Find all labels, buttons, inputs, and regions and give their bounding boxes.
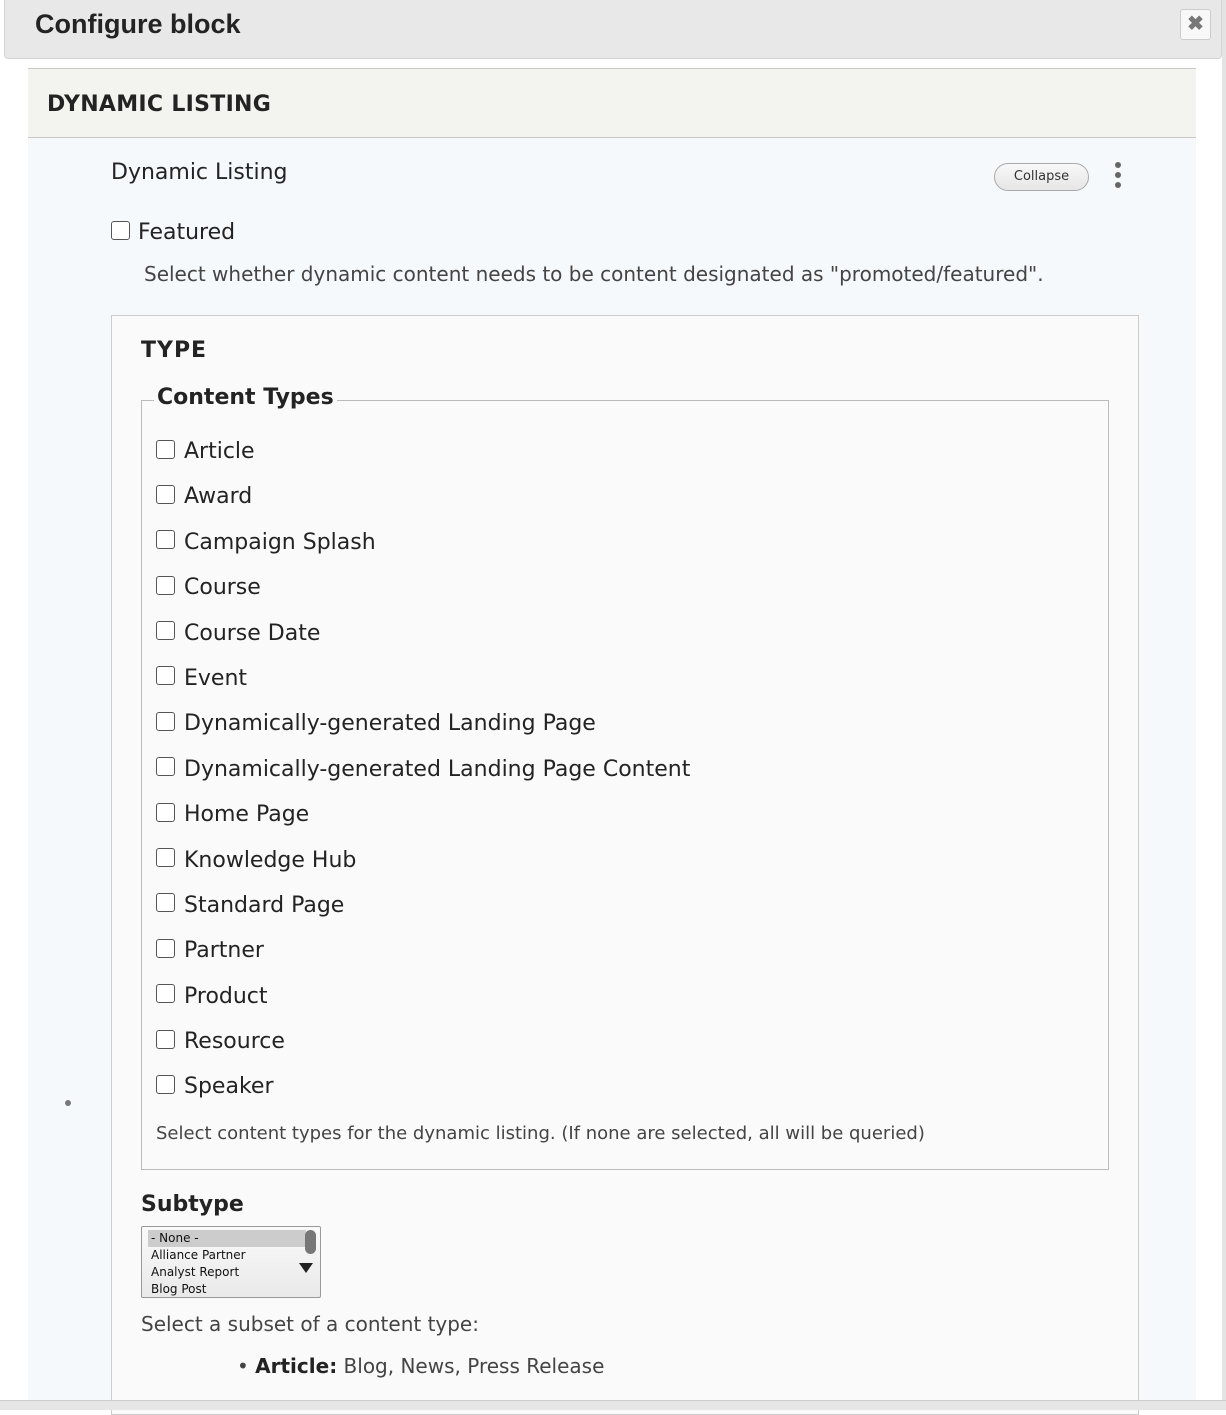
content-type-label: Course Date (184, 620, 321, 646)
content-type-checkbox[interactable] (156, 484, 690, 529)
checkbox[interactable] (156, 1075, 175, 1094)
content-type-checkbox[interactable] (156, 530, 690, 575)
content-type-checkbox[interactable] (156, 984, 690, 1029)
type-fieldset (111, 315, 1139, 1415)
checkbox[interactable] (156, 893, 175, 912)
content-type-label: Article (184, 439, 255, 464)
content-type-checkbox[interactable] (156, 848, 690, 893)
content-type-label: Speaker (184, 1074, 274, 1100)
checkbox[interactable] (156, 848, 175, 867)
featured-label: Featured (138, 220, 236, 245)
content-types-help: Select content types for the dynamic listing. (If none are selected, all will be queried) (156, 1123, 925, 1144)
checkbox[interactable] (156, 984, 175, 1003)
content-type-label: Partner (184, 938, 264, 964)
checkbox[interactable] (156, 440, 175, 459)
collapse-button[interactable]: Collapse (994, 163, 1089, 191)
checkbox[interactable] (156, 803, 175, 822)
content-type-label: Event (184, 665, 248, 691)
subtype-option[interactable]: Blog Post (151, 1282, 207, 1296)
content-type-label: Campaign Splash (184, 529, 376, 555)
content-types-list (156, 439, 690, 1120)
content-type-label: Standard Page (184, 892, 345, 918)
checkbox[interactable] (156, 1030, 175, 1049)
checkbox[interactable] (156, 712, 175, 731)
content-types-fieldset (141, 385, 1109, 1170)
checkbox[interactable] (156, 576, 175, 595)
content-type-checkbox[interactable] (156, 802, 690, 847)
content-type-label: Product (184, 983, 268, 1009)
content-type-checkbox[interactable] (156, 439, 690, 484)
scrollbar[interactable] (1222, 0, 1226, 1410)
checkbox[interactable] (156, 530, 175, 549)
bullet-term: Article: (255, 1354, 338, 1378)
select-scrollbar-thumb[interactable] (305, 1230, 316, 1254)
content-type-label: Home Page (184, 802, 310, 828)
checkbox[interactable] (156, 757, 175, 776)
checkbox[interactable] (156, 621, 175, 640)
dialog-title: Configure block (35, 9, 241, 39)
content-type-checkbox[interactable] (156, 575, 690, 620)
content-type-label: Dynamically-generated Landing Page (184, 711, 596, 737)
drag-handle-dot-icon[interactable] (65, 1100, 71, 1106)
featured-checkbox[interactable] (111, 220, 235, 245)
horizontal-scrollbar[interactable] (0, 1400, 1226, 1410)
checkbox[interactable] (111, 221, 130, 240)
section-heading: DYNAMIC LISTING (47, 92, 272, 117)
subtype-option[interactable]: Alliance Partner (151, 1248, 246, 1262)
content-type-label: Knowledge Hub (184, 847, 357, 873)
subtype-select[interactable] (141, 1226, 321, 1298)
scroll-down-arrow-icon[interactable] (299, 1263, 313, 1273)
subtype-label: Subtype (141, 1192, 244, 1217)
content-type-checkbox[interactable] (156, 1029, 690, 1074)
content-type-label: Award (184, 484, 253, 510)
subtype-option[interactable]: Analyst Report (151, 1265, 240, 1279)
type-heading: TYPE (141, 338, 208, 363)
content-type-checkbox[interactable] (156, 621, 690, 666)
paragraph-name: Dynamic Listing (111, 160, 288, 185)
subtype-help: Select a subset of a content type: (141, 1312, 479, 1336)
content-type-checkbox[interactable] (156, 893, 690, 938)
dialog-titlebar (4, 0, 1222, 59)
close-button[interactable]: ✖ (1180, 9, 1211, 40)
section-header (28, 68, 1196, 138)
content-type-label: Resource (184, 1029, 285, 1055)
featured-description: Select whether dynamic content needs to be content designated as "promoted/featured". (144, 262, 1044, 286)
content-types-legend: Content Types (154, 385, 337, 410)
content-type-label: Dynamically-generated Landing Page Content (184, 756, 691, 782)
content-type-checkbox[interactable] (156, 938, 690, 983)
checkbox[interactable] (156, 666, 175, 685)
checkbox[interactable] (156, 485, 175, 504)
content-type-checkbox[interactable] (156, 711, 690, 756)
content-type-checkbox[interactable] (156, 757, 690, 802)
more-actions-icon[interactable] (1112, 162, 1124, 192)
content-type-label: Course (184, 575, 261, 601)
subtype-option[interactable]: - None - (148, 1230, 306, 1247)
content-type-checkbox[interactable] (156, 666, 690, 711)
checkbox[interactable] (156, 939, 175, 958)
subtype-help-bullet: • Article: Blog, News, Press Release (237, 1354, 605, 1378)
content-type-checkbox[interactable] (156, 1074, 690, 1119)
bullet-values: Blog, News, Press Release (343, 1354, 605, 1378)
